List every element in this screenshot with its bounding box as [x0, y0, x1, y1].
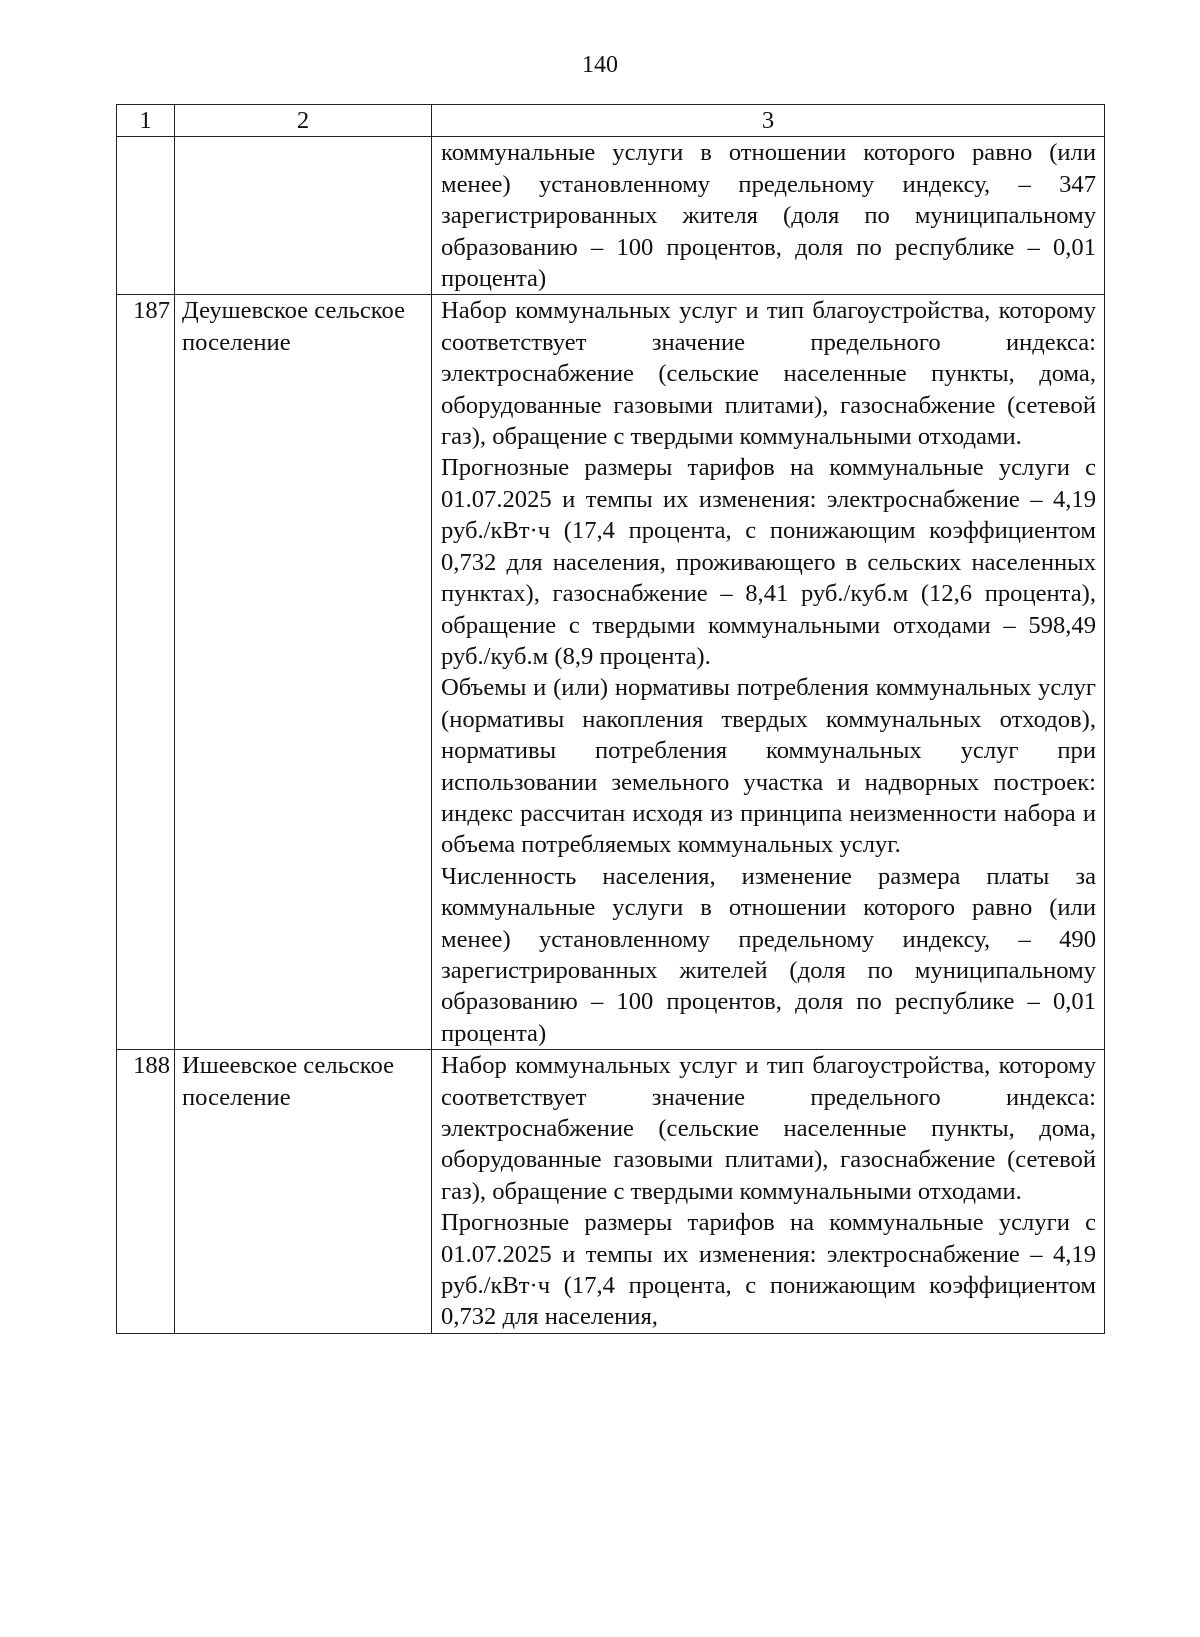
header-col-2: 2: [175, 105, 432, 137]
row-number: 187: [117, 295, 175, 1050]
header-col-3: 3: [432, 105, 1105, 137]
paragraph: Прогнозные размеры тарифов на коммунальные услуги с 01.07.2025 и темпы их изменения: электроснабжение – 4,19 руб./кВт·ч (17,4 процента, с понижающим коэффициентом 0,732 для населения,: [441, 1209, 1096, 1331]
row-number: [117, 137, 175, 295]
tariff-table: [116, 104, 1105, 1334]
table-row: [117, 295, 1105, 1050]
row-description: [432, 137, 1105, 295]
settlement-name: Деушевское сельское поселение: [175, 295, 432, 1050]
paragraph: Численность населения, изменение размера платы за коммунальные услуги в отношении которого равно (или менее) установленному предельному индексу, – 490 зарегистрированных жителей (доля по муниципальному образованию – 100 процентов, доля по республике – 0,01 процента): [441, 862, 1096, 1047]
header-col-1: 1: [117, 105, 175, 137]
paragraph: Набор коммунальных услуг и тип благоустройства, которому соответствует значение предельного индекса: электроснабжение (сельские населенные пункты, дома, оборудованные газовыми плитами), газоснабжение (сетевой газ), обращение с твердыми коммунальными отходами.: [441, 1052, 1096, 1205]
paragraph: коммунальные услуги в отношении которого равно (или менее) установленному предельному индексу, – 347 зарегистрированных жителя (доля по муниципальному образованию – 100 процентов, доля по республике – 0,01 процента): [441, 139, 1096, 293]
paragraph: Объемы и (или) нормативы потребления коммунальных услуг (нормативы накопления твердых коммунальных отходов), нормативы потребления коммунальных услуг при использовании земельного участка и надворных построек: индекс рассчитан исходя из принципа неизменности набора и объема потребляемых коммунальных услуг.: [441, 674, 1096, 859]
settlement-name: [175, 137, 432, 295]
table-row: [117, 1050, 1105, 1334]
table-header-row: [117, 105, 1105, 137]
table-row: [117, 137, 1105, 295]
paragraph: Набор коммунальных услуг и тип благоустройства, которому соответствует значение предельного индекса: электроснабжение (сельские населенные пункты, дома, оборудованные газовыми плитами), газоснабжение (сетевой газ), обращение с твердыми коммунальными отходами.: [441, 297, 1096, 451]
settlement-name: Ишеевское сельское поселение: [175, 1050, 432, 1334]
row-description: [432, 1050, 1105, 1334]
row-description: [432, 295, 1105, 1050]
row-number: 188: [117, 1050, 175, 1334]
paragraph: Прогнозные размеры тарифов на коммунальные услуги с 01.07.2025 и темпы их изменения: электроснабжение – 4,19 руб./кВт·ч (17,4 процента, с понижающим коэффициентом 0,732 для населения, проживающего в сельских населенных пунктах), газоснабжение – 8,41 руб./куб.м (12,6 процента), обращение с твердыми коммунальными отходами – 598,49 руб./куб.м (8,9 процента).: [441, 454, 1096, 670]
page-number: 140: [582, 52, 618, 78]
